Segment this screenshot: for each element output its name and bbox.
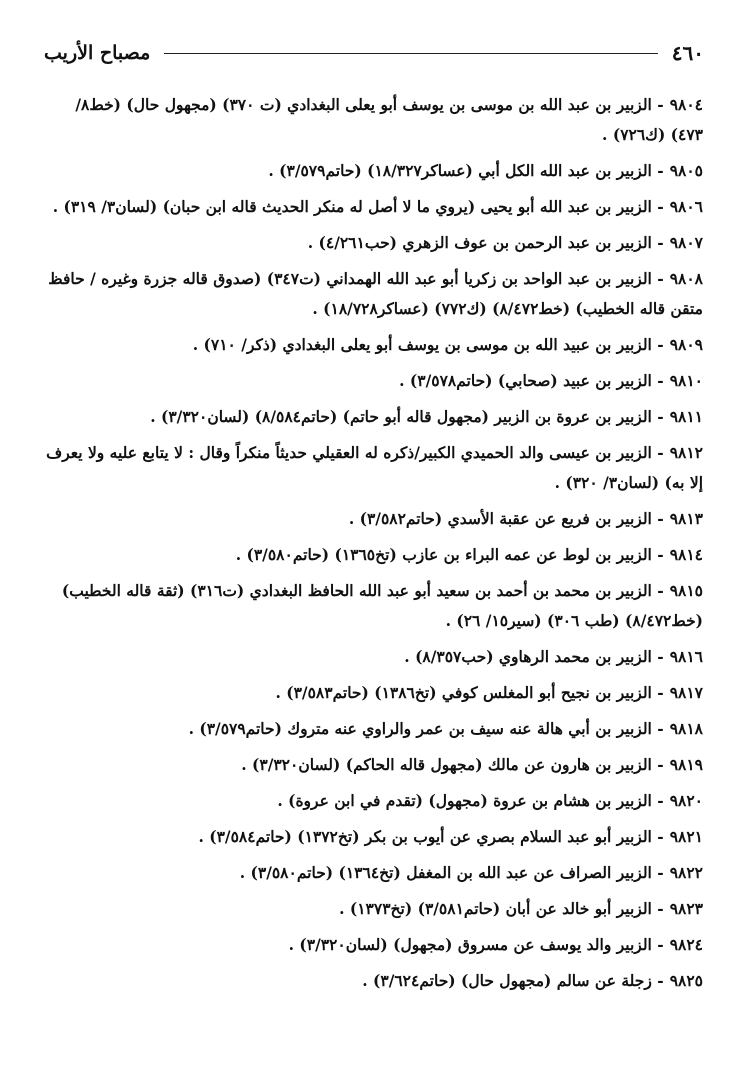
entry-text: - الزبير بن محمد الرهاوي (حب٨/٣٥٧) . (404, 647, 664, 666)
entry-text: - الزبير بن فريع عن عقبة الأسدي (حاتم٣/٥٨٢) . (348, 509, 664, 528)
entry-number: ٩٨٢٣ (669, 899, 703, 918)
entry-text: - الزبير بن أبي هالة عنه سيف بن عمر والراوي عنه متروك (حاتم٣/٥٧٩) . (188, 719, 664, 738)
book-title: مصباح الأريب (44, 42, 151, 64)
entry (38, 786, 703, 816)
entry-text: - الزبير الصراف عن عبد الله بن المغفل (تخ١٣٦٤) (حاتم٣/٥٨٠) . (239, 863, 664, 882)
entry (38, 228, 703, 258)
entries-list (38, 90, 703, 1002)
entry-text: - الزبير بن عيسى والد الحميدي الكبير/ذكره له العقيلي حديثاً منكراً وقال : لا يتابع عليه ولا يعرف إلا به) (لسان٣/ ٣٢٠) . (46, 443, 703, 492)
entry-text: - الزبير بن عبد الله أبو يحيى (يروي ما لا أصل له منكر الحديث قاله ابن حبان) (لسان٣/ ٣١٩) . (52, 197, 664, 216)
entry-number: ٩٨٢٠ (669, 791, 703, 810)
entry (38, 264, 703, 324)
entry-text: - الزبير أبو خالد عن أبان (حاتم٣/٥٨١) (تخ١٣٧٣) . (339, 899, 664, 918)
entry-text: - الزبير بن عبيد (صحابي) (حاتم٣/٥٧٨) . (399, 371, 664, 390)
entry-number: ٩٨٠٧ (669, 233, 703, 252)
entry (38, 192, 703, 222)
entry-text: - الزبير بن عبد الرحمن بن عوف الزهري (حب٤/٢٦١) . (307, 233, 664, 252)
entry (38, 90, 703, 150)
entry-number: ٩٨٠٥ (669, 161, 703, 180)
entry (38, 822, 703, 852)
entry-number: ٩٨١٥ (669, 581, 703, 600)
entry-number: ٩٨٠٤ (669, 95, 703, 114)
entry-number: ٩٨٠٩ (669, 335, 703, 354)
entry-text: - الزبير بن عروة بن الزبير (مجهول قاله أبو حاتم) (حاتم٨/٥٨٤) (لسان٣/٣٢٠) . (150, 407, 664, 426)
entry-text: - الزبير بن نجيح أبو المغلس كوفي (تخ١٣٨٦) (حاتم٣/٥٨٣) . (275, 683, 664, 702)
entry (38, 750, 703, 780)
entry-text: - الزبير والد يوسف عن مسروق (مجهول) (لسان٣/٣٢٠) . (288, 935, 664, 954)
entry-text: - الزبير بن هارون عن مالك (مجهول قاله الحاكم) (لسان٣/٣٢٠) . (241, 755, 664, 774)
entry-number: ٩٨١٠ (669, 371, 703, 390)
entry-text: - الزبير بن هشام بن عروة (مجهول) (تقدم في ابن عروة) . (277, 791, 664, 810)
entry (38, 156, 703, 186)
entry-number: ٩٨٢١ (669, 827, 703, 846)
header-rule (164, 53, 657, 54)
entry-number: ٩٨١٨ (669, 719, 703, 738)
entry-number: ٩٨٢٤ (669, 935, 703, 954)
entry-number: ٩٨١٦ (669, 647, 703, 666)
entry (38, 966, 703, 996)
entry-number: ٩٨١٧ (669, 683, 703, 702)
entry (38, 540, 703, 570)
entry (38, 330, 703, 360)
entry (38, 642, 703, 672)
entry (38, 714, 703, 744)
entry-number: ٩٨١٣ (669, 509, 703, 528)
entry (38, 858, 703, 888)
entry (38, 504, 703, 534)
entry (38, 438, 703, 498)
entry-number: ٩٨٢٥ (669, 971, 703, 990)
entry-number: ٩٨١٢ (669, 443, 703, 462)
entry-text: - الزبير بن عبيد الله بن موسى بن يوسف أبو يعلى البغدادي (ذكر/ ٧١٠) . (192, 335, 664, 354)
entry-number: ٩٨١٩ (669, 755, 703, 774)
entry (38, 894, 703, 924)
entry-number: ٩٨١١ (669, 407, 703, 426)
entry-number: ٩٨١٤ (669, 545, 703, 564)
entry (38, 576, 703, 636)
entry-text: - زجلة عن سالم (مجهول حال) (حاتم٣/٦٢٤) . (362, 971, 664, 990)
entry-number: ٩٨٢٢ (669, 863, 703, 882)
entry-text: - الزبير بن محمد بن أحمد بن سعيد أبو عبد الله الحافظ البغدادي (ت٣١٦) (ثقة قاله الخطيب) (خط٨/٤٧٢) (طب ٣٠٦) (سير١٥/ ٢٦) . (61, 581, 703, 630)
entry-text: - الزبير أبو عبد السلام بصري عن أيوب بن بكر (تخ١٣٧٢) (حاتم٣/٥٨٤) . (198, 827, 664, 846)
entry-number: ٩٨٠٨ (669, 269, 703, 288)
entry-text: - الزبير بن عبد الله بن موسى بن يوسف أبو يعلى البغدادي (ت ٣٧٠) (مجهول حال) (خط٨/ ٤٧٣) (ك٧٢٦) . (75, 95, 703, 144)
entry-number: ٩٨٠٦ (669, 197, 703, 216)
entry (38, 678, 703, 708)
entry-text: - الزبير بن عبد الواحد بن زكريا أبو عبد الله الهمداني (ت٣٤٧) (صدوق قاله جزرة وغيره / حافظ متقن قاله الخطيب) (خط٨/٤٧٢) (ك٧٧٢) (عساكر١٨/٧٢٨) . (48, 269, 703, 318)
page-number: ٤٦٠ (671, 41, 704, 65)
entry (38, 366, 703, 396)
entry (38, 930, 703, 960)
entry-text: - الزبير بن لوط عن عمه البراء بن عازب (تخ١٣٦٥) (حاتم٣/٥٨٠) . (235, 545, 664, 564)
entry-text: - الزبير بن عبد الله الكل أبي (عساكر١٨/٣٢٧) (حاتم٣/٥٧٩) . (268, 161, 664, 180)
entry (38, 402, 703, 432)
page-header (44, 38, 704, 68)
